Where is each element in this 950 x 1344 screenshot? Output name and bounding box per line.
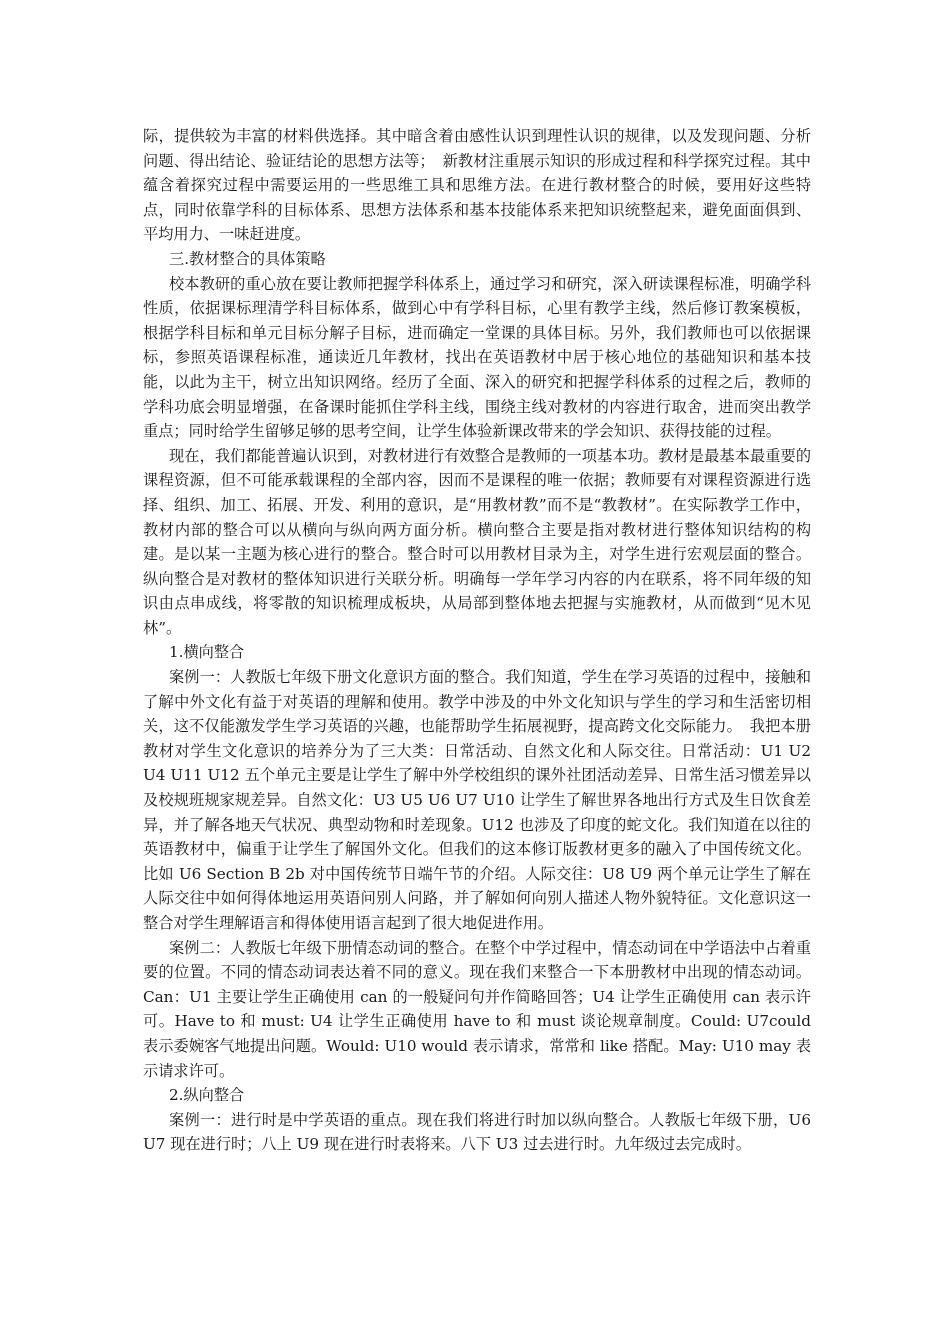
section-heading-strategy: 三.教材整合的具体策略 <box>169 249 326 268</box>
paragraph-case-culture: 案例一：人教版七年级下册文化意识方面的整合。我们知道，学生在学习英语的过程中，接触和了解中外文化有益于对英语的理解和使用。教学中涉及的中外文化知识与学生的学习和生活密切相关，这不仅能激发学生学习英语的兴趣，也能帮助学生拓展视野，提高跨文化交际能力。 我把本册教材对学生文化意识的培养分为了三大类：日常活动、自然文化和人际交往。日常活动：U1 U2 U4 U11 U12 五个单元主要是让学生了解中外学校组织的课外社团活动差异、日常生活习惯差异以及校规班规家规差异。自然文化：U3 U5 U6 U7 U10 让学生了解世界各地出行方式及生日饮食差异，并了解各地天气状况、典型动物和时差现象。U12 也涉及了印度的蛇文化。我们知道在以往的英语教材中，偏重于让学生了解国外文化。但我们的这本修订版教材更多的融入了中国传统文化。比如 U6 Section B 2b 对中国传统节日端午节的介绍。人际交往：U8 U9 两个单元让学生了解在人际交往中如何得体地运用英语问别人问路，并了解如何向别人描述人物外貌特征。文化意识这一整合对学生理解语言和得体使用语言起到了很大地促进作用。 <box>143 668 811 932</box>
paragraph-case-tenses: 案例一：进行时是中学英语的重点。现在我们将进行时加以纵向整合。人教版七年级下册，U6 U7 现在进行时；八上 U9 现在进行时表将来。八下 U3 过去进行时。九年级过去完成时。 <box>143 1110 811 1154</box>
document-body <box>143 124 811 1157</box>
paragraph-case-modal-verbs: 案例二：人教版七年级下册情态动词的整合。在整个中学过程中，情态动词在中学语法中占着重要的位置。不同的情态动词表达着不同的意义。现在我们来整合一下本册教材中出现的情态动词。Can：U1 主要让学生正确使用 can 的一般疑问句并作简略回答；U4 让学生正确使用 can 表示许可。Have to 和 must: U4 让学生正确使用 have to 和 must 谈论规章制度。Could: U7could 表示委婉客气地提出问题。Would: U10 would 表示请求，常常和 like 搭配。May: U10 may 表示请求许可。 <box>143 938 811 1080</box>
subheading-vertical: 2.纵向整合 <box>169 1086 245 1105</box>
paragraph-intro: 际，提供较为丰富的材料供选择。其中暗含着由感性认识到理性认识的规律，以及发现问题、分析问题、得出结论、验证结论的思想方法等； 新教材注重展示知识的形成过程和科学探究过程。其中蕴含着探究过程中需要运用的一些思维工具和思维方法。在进行教材整合的时候，要用好这些特点，同时依靠学科的目标体系、思想方法体系和基本技能体系来把知识统整起来，避免面面俱到、平均用力、一味赶进度。 <box>143 127 811 244</box>
paragraph-school-research: 校本教研的重心放在要让教师把握学科体系上，通过学习和研究，深入研读课程标准，明确学科性质，依据课标理清学科目标体系，做到心中有学科目标，心里有教学主线，然后修订教案模板，根据学科目标和单元目标分解子目标，进而确定一堂课的具体目标。另外，我们教师也可以依据课标，参照英语课程标准，通读近几年教材，找出在英语教材中居于核心地位的基础知识和基本技能，以此为主干，树立出知识网络。经历了全面、深入的研究和把握学科体系的过程之后，教师的学科功底会明显增强，在备课时能抓住学科主线，围绕主线对教材的内容进行取舍，进而突出教学重点；同时给学生留够足够的思考空间，让学生体验新课改带来的学会知识、获得技能的过程。 <box>143 274 811 441</box>
paragraph-integration-overview: 现在，我们都能普遍认识到，对教材进行有效整合是教师的一项基本功。教材是最基本最重要的课程资源，但不可能承载课程的全部内容，因而不是课程的唯一依据；教师要有对课程资源进行选择、组织、加工、拓展、开发、利用的意识，是“用教材教”而不是“教教材”。在实际教学工作中，教材内部的整合可以从横向与纵向两方面分析。横向整合主要是指对教材进行整体知识结构的构建。是以某一主题为核心进行的整合。整合时可以用教材目录为主，对学生进行宏观层面的整合。纵向整合是对教材的整体知识进行关联分析。明确每一学年学习内容的内在联系，将不同年级的知识由点串成线，将零散的知识梳理成板块，从局部到整体地去把握与实施教材，从而做到“见木见林”。 <box>143 446 811 637</box>
subheading-horizontal: 1.横向整合 <box>169 643 245 662</box>
